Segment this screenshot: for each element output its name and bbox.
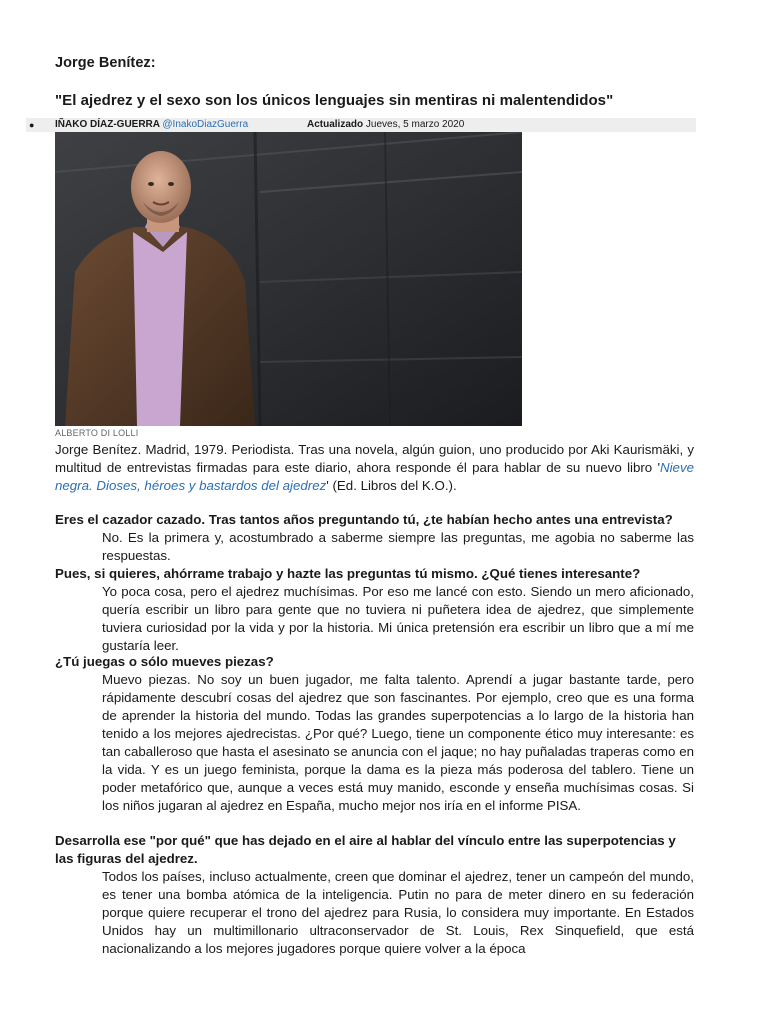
byline-bar (26, 118, 696, 132)
article-heading: Jorge Benítez: (55, 55, 156, 71)
updated-label: Actualizado (307, 119, 364, 130)
question-1: Eres el cazador cazado. Tras tantos años preguntando tú, ¿te habían hecho antes una entrevista? (55, 512, 673, 527)
author-name: IÑAKO DÍAZ-GUERRA (55, 119, 160, 130)
answer-4: Todos los países, incluso actualmente, creen que dominar el ajedrez, tener un campeón del mundo, es tener una bomba atómica de la inteligencia. Putin no para de meter dinero en su federación porque quiere recuperar el trono del ajedrez para Rusia, lo considera muy importante. En Estados Unidos hay un multimillonario ultraconservador de St. Louis, Rex Sinquefield, que está nacionalizando a los mejores jugadores porque quiere volver a la época (102, 869, 694, 956)
portrait-illustration (55, 132, 522, 426)
author-handle-link[interactable]: @InakoDiazGuerra (162, 119, 249, 130)
question-2: Pues, si quieres, ahórrame trabajo y hazte las preguntas tú mismo. ¿Qué tienes interesante? (55, 566, 641, 581)
article-quote-title: "El ajedrez y el sexo son los únicos lenguajes sin mentiras ni malentendidos" (55, 92, 614, 109)
bullet-icon: ● (29, 120, 35, 130)
photo-credit: ALBERTO DI LOLLI (55, 428, 139, 438)
answer-1: No. Es la primera y, acostumbrado a saberme siempre las preguntas, me agobia no saberme las respuestas. (102, 530, 694, 563)
byline-updated (307, 118, 464, 132)
answer-2: Yo poca cosa, pero el ajedrez muchísimas. Por eso me lancé con esto. Siendo un mero aficionado, quería escribir un libro para gente que no tuviera ni puñetera idea de ajedrez, que simplemente tuviera curiosidad por la vida y por la historia. Mi única pretensión era escribir un libro que a mí me gustaría leer. (102, 584, 694, 653)
byline-author (55, 118, 248, 132)
book-title-link[interactable]: Nieve negra. Dioses, héroes y bastardos del ajedrez (55, 460, 694, 493)
lead-text-end: ' (Ed. Libros del K.O.). (326, 478, 457, 493)
article-photo (55, 132, 522, 426)
question-3: ¿Tú juegas o sólo mueves piezas? (55, 654, 274, 669)
updated-date: Jueves, 5 marzo 2020 (365, 119, 465, 130)
lead-paragraph (55, 441, 694, 495)
lead-text: Jorge Benítez. Madrid, 1979. Periodista. Tras una novela, algún guion, uno producido por Aki Kaurismäki, y multitud de entrevistas firmadas para este diario, ahora responde él para hablar de su nuevo libro ' (55, 442, 694, 475)
answer-3: Muevo piezas. No soy un buen jugador, me falta talento. Aprendí a jugar bastante tarde, pero rápidamente descubrí cosas del ajedrez que son fascinantes. Por ejemplo, creo que es una forma de aprender la historia del mundo. Todas las grandes superpotencias a lo largo de la historia han tenido a los mejores ajedrecistas. ¿Por qué? Luego, tiene un componente ético muy interesante: es tan caballeroso que hasta el asesinato se anuncia con el jaque; no hay puñaladas traperas como en la vida. Y es un juego feminista, porque la dama es la pieza más poderosa del tablero. Tiene un poder metafórico que, aunque a veces está muy manido, esconde y enseña muchísimas cosas. Si los niños jugaran al ajedrez en España, mucho mejor nos iría en el informe PISA. (102, 672, 694, 813)
question-4: Desarrolla ese "por qué" que has dejado en el aire al hablar del vínculo entre las superpotencias y las figuras del ajedrez. (55, 833, 676, 866)
